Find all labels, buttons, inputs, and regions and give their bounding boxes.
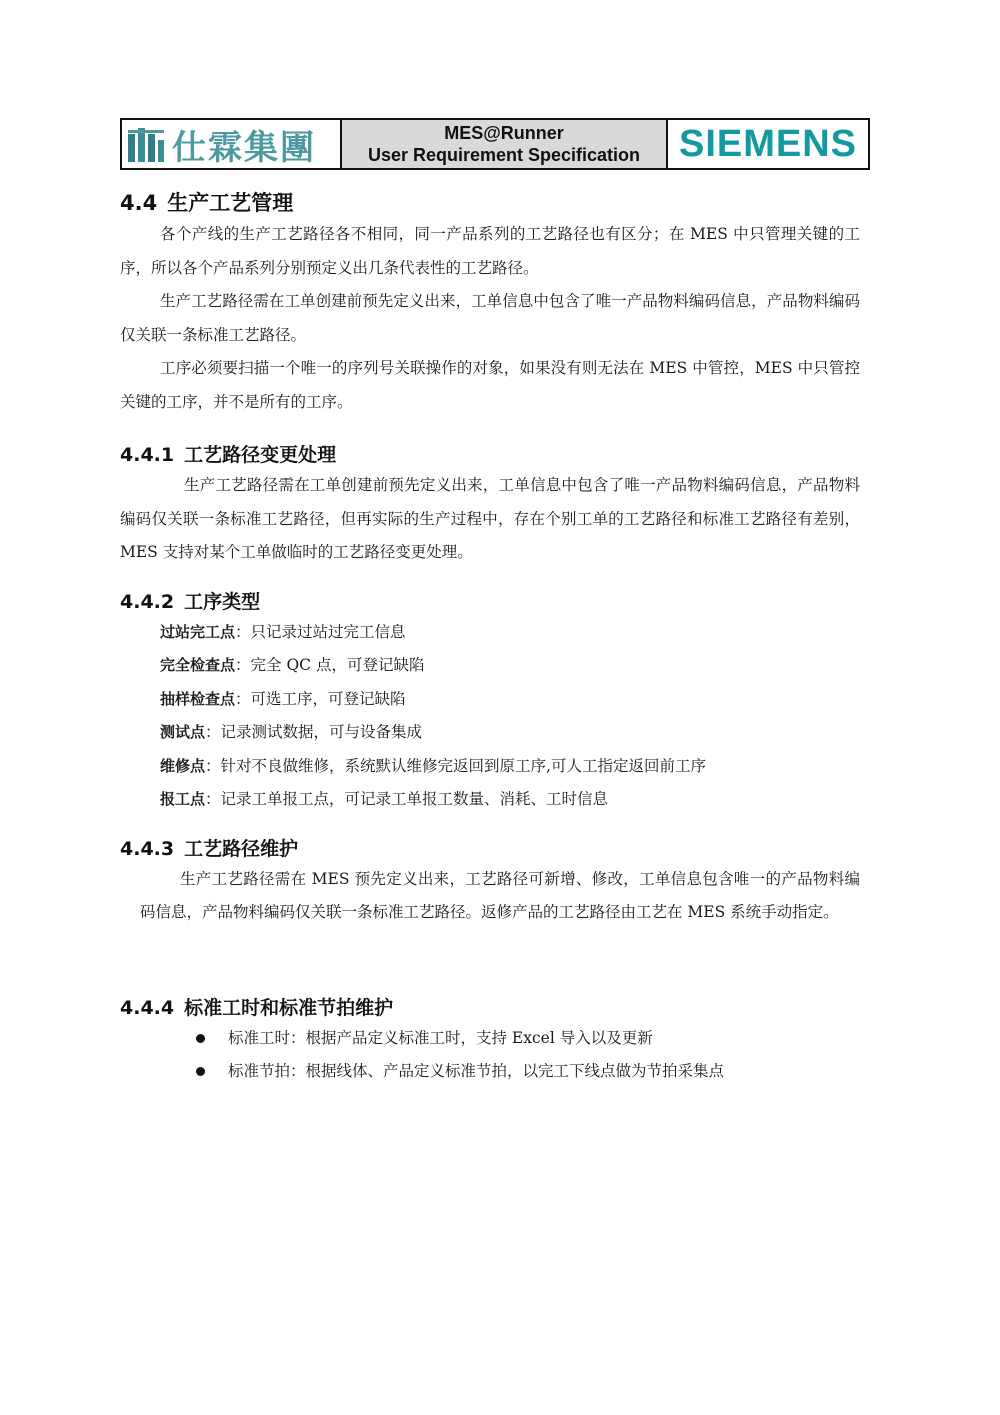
separator: ： xyxy=(235,689,251,708)
section-number: 4.4.2 xyxy=(120,590,175,613)
list-item xyxy=(120,783,860,817)
list-item xyxy=(120,1022,860,1056)
type-term: 完全检查点 xyxy=(160,656,236,674)
section-4-4-3-heading xyxy=(120,835,860,863)
type-desc: 可选工序，可登记缺陷 xyxy=(250,689,406,708)
bullet-list xyxy=(120,1022,860,1089)
separator: ： xyxy=(235,622,251,641)
type-term: 报工点 xyxy=(160,790,206,808)
list-item xyxy=(120,683,860,717)
separator: ： xyxy=(205,790,221,808)
paragraph: 各个产线的生产工艺路径各不相同，同一产品系列的工艺路径也有区分；在 MES 中只管理关键的工序，所以各个产品系列分别预定义出几条代表性的工艺路径。 xyxy=(120,225,860,277)
type-desc: 只记录过站过完工信息 xyxy=(250,622,406,641)
type-term: 抽样检查点 xyxy=(160,689,236,708)
separator: ： xyxy=(205,756,221,775)
section-number: 4.4.1 xyxy=(120,444,175,466)
document-title xyxy=(342,120,668,168)
list-item xyxy=(120,616,860,650)
type-desc: 记录工单报工点，可记录工单报工数量、消耗、工时信息 xyxy=(220,790,609,808)
separator: ： xyxy=(205,723,221,741)
section-4-4-2-heading xyxy=(120,588,860,616)
bullet-icon xyxy=(196,1034,205,1043)
section-title: 工艺路径维护 xyxy=(184,837,299,860)
type-desc: 记录测试数据，可与设备集成 xyxy=(220,723,423,741)
process-type-list xyxy=(120,616,860,817)
list-item xyxy=(120,1055,860,1089)
section-4-4-heading xyxy=(120,188,860,218)
document-body xyxy=(120,188,860,1089)
bullet-icon xyxy=(196,1067,205,1076)
list-item xyxy=(120,750,860,784)
type-term: 测试点 xyxy=(160,723,206,741)
section-number: 4.4 xyxy=(120,191,158,215)
section-4-4-1-heading xyxy=(120,441,860,469)
type-desc: 完全 QC 点，可登记缺陷 xyxy=(250,656,425,674)
paragraph: 生产工艺路径需在工单创建前预先定义出来，工单信息中包含了唯一产品物料编码信息，产品物料编码仅关联一条标准工艺路径，但再实际的生产过程中，存在个别工单的工艺路径和标准工艺路径有差别，MES 支持对某个工单做临时的工艺路径变更处理。 xyxy=(120,476,860,561)
separator: ： xyxy=(235,656,251,674)
company-logo xyxy=(122,120,342,168)
document-type: User Requirement Specification xyxy=(367,145,641,165)
bullet-text: 标准节拍：根据线体、产品定义标准节拍，以完工下线点做为节拍采集点 xyxy=(228,1062,725,1080)
siemens-logo: SIEMENS xyxy=(678,122,858,165)
type-term: 过站完工点 xyxy=(160,622,236,641)
paragraph: 工序必须要扫描一个唯一的序列号关联操作的对象，如果没有则无法在 MES 中管控，MES 中只管控关键的工序，并不是所有的工序。 xyxy=(120,359,860,411)
section-title: 标准工时和标准节拍维护 xyxy=(184,996,394,1019)
section-title: 工艺路径变更处理 xyxy=(184,444,337,466)
list-item xyxy=(120,716,860,750)
company-logo-icon xyxy=(126,124,166,164)
list-item xyxy=(120,649,860,683)
section-4-4-4-heading xyxy=(120,994,860,1022)
company-name: 仕霖集團 xyxy=(172,127,316,168)
paragraph: 生产工艺路径需在 MES 预先定义出来，工艺路径可新增、修改，工单信息包含唯一的产品物料编码信息，产品物料编码仅关联一条标准工艺路径。返修产品的工艺路径由工艺在 MES 系统手动指定。 xyxy=(140,869,860,921)
bullet-text: 标准工时：根据产品定义标准工时，支持 Excel 导入以及更新 xyxy=(228,1028,653,1047)
section-number: 4.4.4 xyxy=(120,996,175,1019)
document-header xyxy=(120,118,870,170)
section-number: 4.4.3 xyxy=(120,837,175,860)
paragraph: 生产工艺路径需在工单创建前预先定义出来，工单信息中包含了唯一产品物料编码信息，产品物料编码仅关联一条标准工艺路径。 xyxy=(120,292,860,344)
section-title: 工序类型 xyxy=(184,590,261,613)
type-term: 维修点 xyxy=(160,756,206,775)
type-desc: 针对不良做维修，系统默认维修完返回到原工序,可人工指定返回前工序 xyxy=(220,756,706,775)
section-title: 生产工艺管理 xyxy=(167,191,294,215)
product-name: MES@Runner xyxy=(444,123,564,143)
